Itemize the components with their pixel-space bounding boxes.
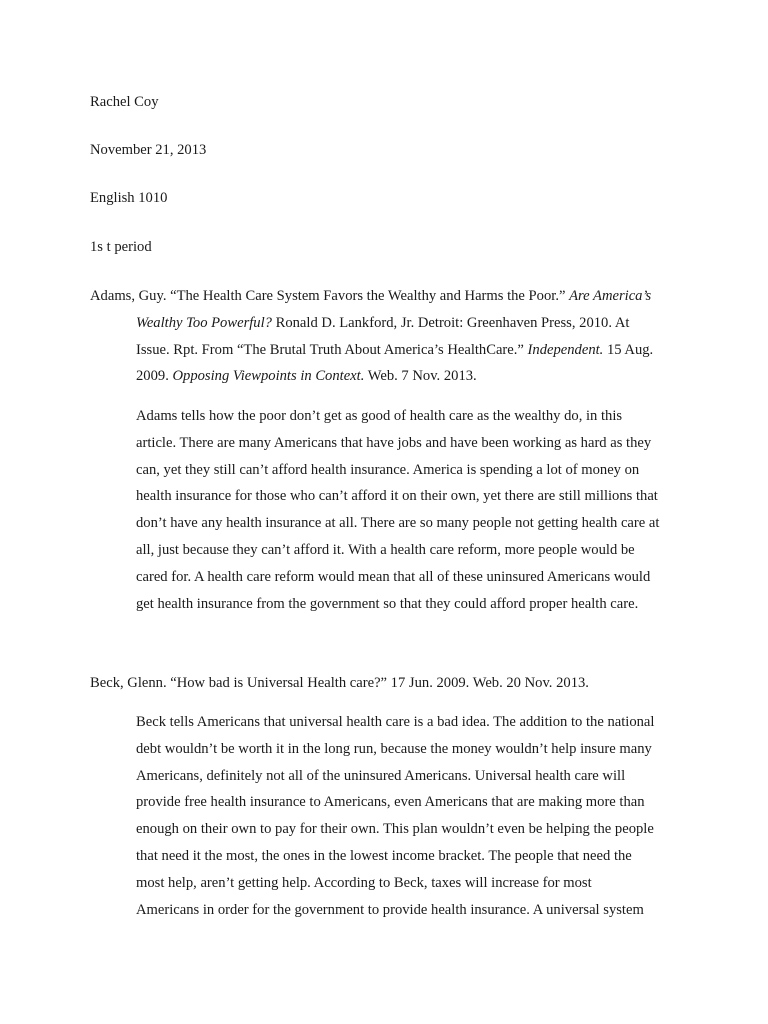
course-name: English 1010 [90,190,168,206]
author-name: Rachel Coy [90,94,159,110]
annotation-line: Americans in order for the government to provide health insurance. A universal system [136,901,644,918]
annotation-line: most help, aren’t getting help. According to Beck, taxes will increase for most [136,874,592,891]
annotation-line: debt wouldn’t be worth it in the long run, because the money wouldn’t help insure many [136,740,652,757]
annotation-line: Americans, definitely not all of the uninsured Americans. Universal health care will [136,767,626,784]
citation-text: 2009. [136,368,173,385]
citation-title-text: Are America’s [569,288,652,304]
citation-line [90,363,690,390]
citation-text: 15 Aug. [603,341,654,358]
annotation-line: Beck tells Americans that universal health care is a bad idea. The addition to the national [136,714,655,730]
annotation-line: enough on their own to pay for their own. This plan wouldn’t even be helping the people [136,821,654,838]
annotation-line: health insurance for those who can’t afford it on their own, yet there are still millions that [136,488,658,505]
citation-text: Ronald D. Lankford, Jr. Detroit: Greenhaven Press, 2010. At [271,314,630,331]
citation-text: Adams, Guy. “The Health Care System Favors the Wealthy and Harms the Poor.” [90,288,570,304]
citation-adams [90,283,690,390]
annotation-adams [136,403,696,617]
annotation-line: article. There are many Americans that have jobs and have been working as hard as they [136,434,652,451]
class-period: 1s t period [90,239,152,255]
document-date: November 21, 2013 [90,142,207,158]
annotation-line: can, yet they still can’t afford health insurance. America is spending a lot of money on [136,461,640,478]
citation-text: Beck, Glenn. “How bad is Universal Health care?” 17 Jun. 2009. Web. 20 Nov. 2013. [90,675,589,691]
citation-title-text: Opposing Viewpoints in Context. [172,368,365,385]
annotation-line: cared for. A health care reform would mean that all of these uninsured Americans would [136,568,651,585]
annotation-line: get health insurance from the government so that they could afford proper health care. [136,595,639,612]
citation-line [90,337,690,364]
citation-text: Issue. Rpt. From “The Brutal Truth About America’s HealthCare.” [136,341,528,358]
annotation-line: Adams tells how the poor don’t get as good of health care as the wealthy do, in this [136,408,623,424]
citation-title-text: Wealthy Too Powerful? [136,314,272,331]
citation-text: Web. 7 Nov. 2013. [364,368,477,385]
citation-line [90,283,690,310]
citation-line [90,310,690,337]
annotation-line: provide free health insurance to Americans, even Americans that are making more than [136,794,645,811]
annotation-line: all, just because they can’t afford it. With a health care reform, more people would be [136,541,635,558]
annotation-beck [136,709,696,923]
citation-title-text: Independent. [527,341,604,358]
annotation-line: don’t have any health insurance at all. There are so many people not getting health care at [136,515,660,532]
citation-line [90,670,690,697]
citation-beck [90,670,690,697]
annotation-line: that need it the most, the ones in the lowest income bracket. The people that need the [136,847,632,864]
